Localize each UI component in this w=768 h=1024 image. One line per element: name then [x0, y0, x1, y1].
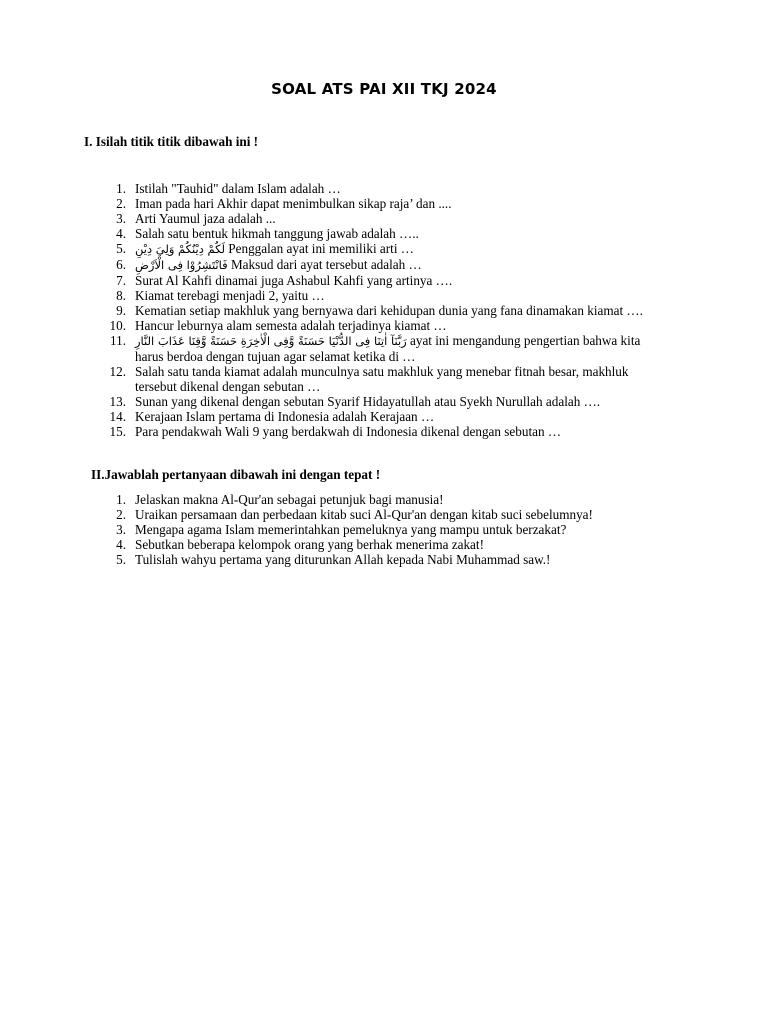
question-item: [108, 288, 668, 303]
question-number: 9.: [116, 303, 126, 318]
section-2-heading: II.Jawablah pertanyaan dibawah ini dengan tepat !: [91, 467, 381, 482]
question-item: [108, 241, 668, 257]
question-number: 5.: [116, 241, 126, 256]
question-number: 8.: [116, 288, 126, 303]
question-number: 10.: [109, 318, 126, 333]
section-1-question-list: [108, 181, 668, 439]
section-1-heading: I. Isilah titik titik dibawah ini !: [84, 134, 259, 149]
question-item: [108, 181, 668, 196]
question-item: [108, 303, 668, 318]
question-number: 3.: [116, 522, 126, 537]
question-number: 13.: [109, 394, 126, 409]
essay-item: [108, 492, 668, 507]
question-item: [108, 226, 668, 241]
question-text: Sunan yang dikenal dengan sebutan Syarif Hidayatullah atau Syekh Nurullah adalah ….: [135, 394, 601, 409]
question-number: 6.: [116, 257, 126, 272]
question-text: Maksud dari ayat tersebut adalah …: [227, 257, 422, 272]
question-number: 1.: [116, 492, 126, 507]
question-text: Kerajaan Islam pertama di Indonesia adalah Kerajaan …: [135, 409, 435, 424]
question-number: 12.: [109, 364, 126, 379]
question-item: [108, 196, 668, 211]
question-text: Istilah "Tauhid" dalam Islam adalah …: [135, 181, 341, 196]
question-number: 11.: [110, 333, 126, 348]
question-number: 4.: [116, 537, 126, 552]
question-item: [108, 424, 668, 439]
page-title: SOAL ATS PAI XII TKJ 2024: [271, 80, 497, 98]
question-item: [108, 318, 668, 333]
question-number: 7.: [116, 273, 126, 288]
question-item: [108, 257, 668, 273]
question-number: 5.: [116, 552, 126, 567]
question-text: Iman pada hari Akhir dapat menimbulkan sikap raja’ dan ....: [135, 196, 452, 211]
arabic-verse: فَانْتَشِرُوْا فِى الْاَرْضِ: [135, 258, 228, 272]
question-number: 14.: [109, 409, 126, 424]
question-text: Kiamat terebagi menjadi 2, yaitu …: [135, 288, 325, 303]
question-text: Para pendakwah Wali 9 yang berdakwah di Indonesia dikenal dengan sebutan …: [135, 424, 562, 439]
essay-item: [108, 507, 668, 522]
question-text: Salah satu bentuk hikmah tanggung jawab adalah …..: [135, 226, 419, 241]
question-item: [108, 333, 668, 364]
question-number: 2.: [116, 507, 126, 522]
question-text: Penggalan ayat ini memiliki arti …: [225, 241, 414, 256]
question-text: Mengapa agama Islam memerintahkan pemeluknya yang mampu untuk berzakat?: [135, 522, 567, 537]
question-item: [108, 211, 668, 226]
essay-item: [108, 552, 668, 567]
question-text: ayat ini mengandung pengertian bahwa kita harus berdoa dengan tujuan agar selamat ketika di …: [135, 333, 641, 364]
question-text: Hancur leburnya alam semesta adalah terjadinya kiamat …: [135, 318, 447, 333]
question-text: Tulislah wahyu pertama yang diturunkan Allah kepada Nabi Muhammad saw.!: [135, 552, 551, 567]
question-number: 3.: [116, 211, 126, 226]
question-item: [108, 394, 668, 409]
question-item: [108, 364, 668, 394]
question-number: 1.: [116, 181, 126, 196]
essay-item: [108, 522, 668, 537]
question-item: [108, 409, 668, 424]
question-text: Jelaskan makna Al-Qur'an sebagai petunjuk bagi manusia!: [135, 492, 444, 507]
question-number: 4.: [116, 226, 126, 241]
question-text: Uraikan persamaan dan perbedaan kitab suci Al-Qur'an dengan kitab suci sebelumnya!: [135, 507, 593, 522]
question-number: 2.: [116, 196, 126, 211]
question-text: Kematian setiap makhluk yang bernyawa dari kehidupan dunia yang fana dinamakan kiamat ….: [135, 303, 643, 318]
question-number: 15.: [109, 424, 126, 439]
essay-item: [108, 537, 668, 552]
question-item: [108, 273, 668, 288]
arabic-verse: رَبَّنَآ اٰتِنَا فِى الدُّنْيَا حَسَنَةً وَّفِى الْاٰخِرَةِ حَسَنَةً وَّقِنَا عَذَابَ النَّارِ: [135, 334, 407, 348]
question-text: Salah satu tanda kiamat adalah munculnya satu makhluk yang menebar fitnah besar, makhluk tersebut dikenal dengan sebutan …: [135, 364, 629, 394]
question-text: Arti Yaumul jaza adalah ...: [135, 211, 276, 226]
arabic-verse: لَكُمْ دِيْنُكُمْ وَلِيَ دِيْنِ: [135, 242, 225, 256]
section-2-question-list: [108, 492, 668, 567]
question-text: Sebutkan beberapa kelompok orang yang berhak menerima zakat!: [135, 537, 484, 552]
question-text: Surat Al Kahfi dinamai juga Ashabul Kahfi yang artinya ….: [135, 273, 453, 288]
